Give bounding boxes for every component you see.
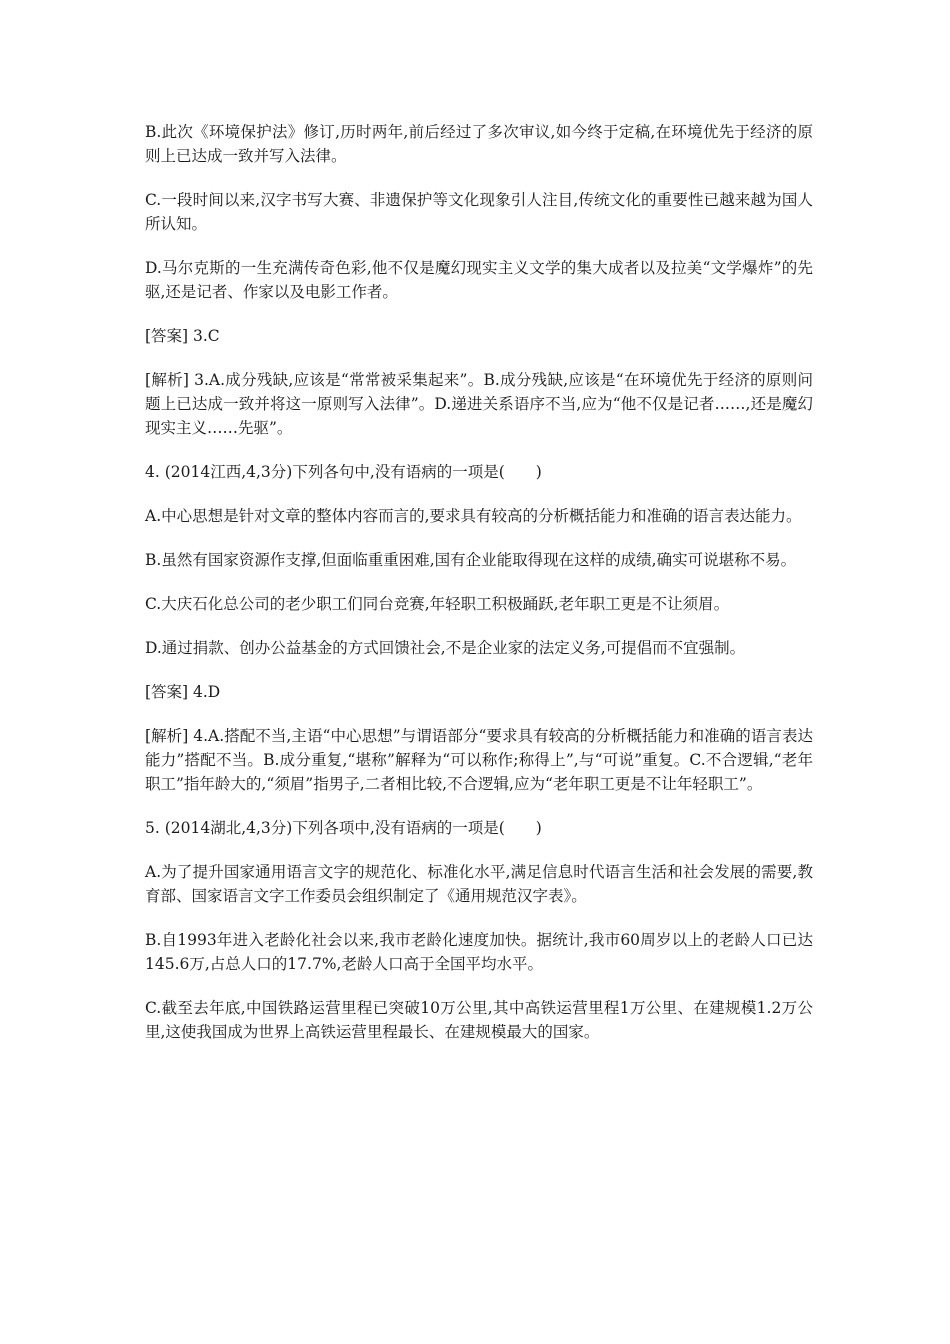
document-page <box>145 120 813 1064</box>
option-b-q4: B.虽然有国家资源作支撑,但面临重重困难,国有企业能取得现在这样的成绩,确实可说堪称不易。 <box>145 551 797 569</box>
option-d-q4: D.通过捐款、创办公益基金的方式回馈社会,不是企业家的法定义务,可提倡而不宜强制。 <box>145 639 746 657</box>
option-d-q3: D.马尔克斯的一生充满传奇色彩,他不仅是魔幻现实主义文学的集大成者以及拉美“文学爆炸”的先驱,还是记者、作家以及电影工作者。 <box>145 259 813 301</box>
option-c-q3: C.一段时间以来,汉字书写大赛、非遗保护等文化现象引人注目,传统文化的重要性已越来越为国人所认知。 <box>145 191 813 233</box>
question-4: 4. (2014江西,4,3分)下列各句中,没有语病的一项是( ) <box>145 463 542 481</box>
option-a-q4: A.中心思想是针对文章的整体内容而言的,要求具有较高的分析概括能力和准确的语言表达能力。 <box>145 507 802 525</box>
question-5: 5. (2014湖北,4,3分)下列各项中,没有语病的一项是( ) <box>145 819 542 837</box>
option-b-q5: B.自1993年进入老龄化社会以来,我市老龄化速度加快。据统计,我市60周岁以上的老龄人口已达145.6万,占总人口的17.7%,老龄人口高于全国平均水平。 <box>145 931 813 973</box>
explanation-q3: [解析] 3.A.成分残缺,应该是“常常被采集起来”。B.成分残缺,应该是“在环境优先于经济的原则问题上已达成一致并将这一原则写入法律”。D.递进关系语序不当,应为“他不仅是记者……,还是魔幻现实主义……先驱”。 <box>145 371 813 437</box>
option-b-q3: B.此次《环境保护法》修订,历时两年,前后经过了多次审议,如今终于定稿,在环境优先于经济的原则上已达成一致并写入法律。 <box>145 123 813 165</box>
answer-q4: [答案] 4.D <box>145 683 221 701</box>
option-a-q5: A.为了提升国家通用语言文字的规范化、标准化水平,满足信息时代语言生活和社会发展的需要,教育部、国家语言文字工作委员会组织制定了《通用规范汉字表》。 <box>145 863 813 905</box>
option-c-q4: C.大庆石化总公司的老少职工们同台竞赛,年轻职工积极踊跃,老年职工更是不让须眉。 <box>145 595 730 613</box>
option-c-q5: C.截至去年底,中国铁路运营里程已突破10万公里,其中高铁运营里程1万公里、在建规模1.2万公里,这使我国成为世界上高铁运营里程最长、在建规模最大的国家。 <box>145 999 813 1041</box>
explanation-q4: [解析] 4.A.搭配不当,主语“中心思想”与谓语部分“要求具有较高的分析概括能力和准确的语言表达能力”搭配不当。B.成分重复,“堪称”解释为“可以称作;称得上”,与“可说”重复。C.不合逻辑,“老年职工”指年龄大的,“须眉”指男子,二者相比较,不合逻辑,应为“老年职工更是不让年轻职工”。 <box>145 727 813 793</box>
answer-q3: [答案] 3.C <box>145 327 220 345</box>
